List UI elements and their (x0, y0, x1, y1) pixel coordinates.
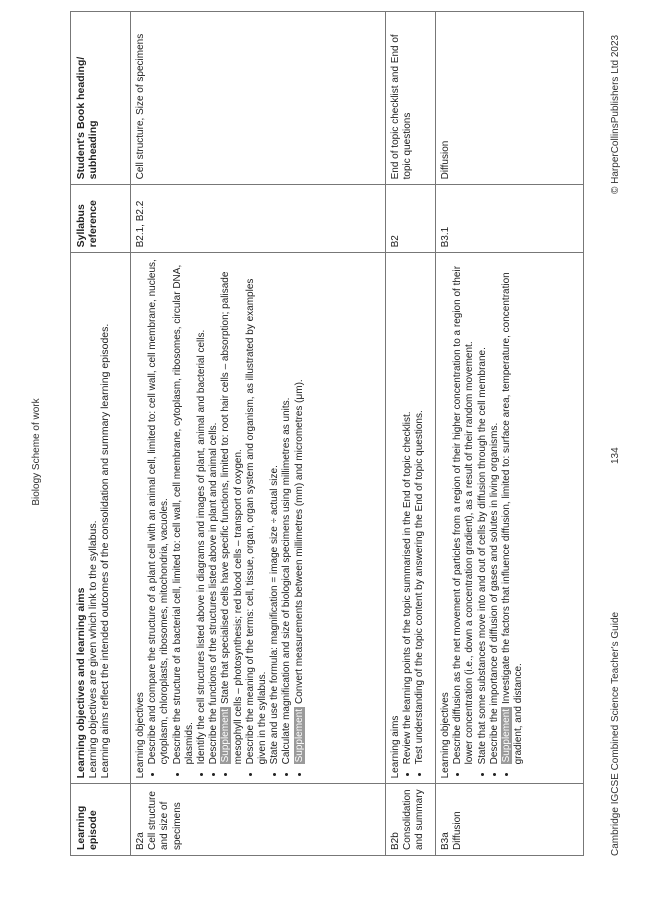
list-item (501, 258, 525, 764)
item-text: Calculate magnification and size of biological specimens using millimetres as units. (281, 397, 293, 765)
list-item (477, 258, 489, 764)
page-header-title: Biology Scheme of work (31, 398, 42, 506)
list-item (208, 258, 220, 764)
col-header-book: Student's Book heading/ subheading (71, 12, 131, 185)
table-row (131, 12, 386, 856)
item-text: Describe the functions of the structures listed above in plant and animal cells. (208, 422, 220, 765)
item-text: State and use the formula: magnification = image size ÷ actual size. (269, 465, 281, 765)
item-text: Describe the importance of diffusion of gases and solutes in living organisms. (488, 422, 500, 765)
footer-copyright: © HarperCollinsPublishers Ltd 2023 (610, 34, 621, 194)
item-text: Describe and compare the structure of a plant cell with an animal cell, limited to: cell wall, cell membrane, nucleus, cytoplasm, chloroplasts, ribosomes, mitochondria, vacuoles. (147, 259, 171, 765)
objectives-list (147, 258, 306, 778)
item-text: Investigate the factors that influence diffusion, limited to: surface area, temperature, concentration gradient, and distance. (501, 272, 525, 765)
book-cell: End of topic checklist and End of topic questions (386, 12, 436, 185)
section-label: Learning aims (390, 715, 401, 779)
list-item (452, 258, 476, 764)
item-text: Test understanding of the topic content by answering the End of topic questions. (414, 410, 426, 765)
item-text: Identify the cell structures listed above in diagrams and images of plant, animal and bacterial cells. (196, 329, 208, 765)
col-header-objectives (71, 253, 131, 784)
syllabus-cell: B2.1, B2.2 (131, 185, 386, 253)
list-item (220, 258, 244, 764)
item-text: Describe the structure of a bacterial cell, limited to: cell wall, cell membrane, cytoplasm, ribosomes, circular DNA, plasmids. (171, 264, 195, 765)
table-row (436, 12, 584, 856)
episode-name: Consolidation and summary (402, 789, 426, 850)
episode-cell (436, 784, 584, 856)
item-text: State that some substances move into and out of cells by diffusion through the cell membrane. (476, 347, 488, 765)
footer-page-number: 134 (610, 447, 621, 464)
list-item (489, 258, 501, 764)
episode-name: Cell structure and size of specimens (147, 791, 183, 850)
episode-code: B2b (390, 832, 401, 850)
list-item (172, 258, 196, 764)
list-item (196, 258, 208, 764)
table-header-row (71, 12, 131, 856)
item-text: Describe diffusion as the net movement of particles from a region of their higher concentration to a region of their lower concentration (i.e., down a concentration gradient), as a result of their random movement. (452, 265, 476, 765)
list-item (414, 258, 426, 764)
book-cell: Diffusion (436, 12, 584, 185)
footer-left: Cambridge IGCSE Combined Science Teacher's Guide (610, 611, 621, 856)
objectives-list (452, 258, 525, 778)
syllabus-cell: B2 (386, 185, 436, 253)
objectives-header-sub1: Learning objectives are given which link to the syllabus. (87, 520, 100, 779)
list-item (245, 258, 269, 764)
item-text: State that specialised cells have specific functions, limited to: root hair cells – absorption; palisade mesophyll cells – photosynthesis; red blood cells – transport of oxygen. (220, 271, 244, 765)
section-label: Learning objectives (135, 692, 146, 779)
episode-cell (386, 784, 436, 856)
table-row (386, 12, 436, 856)
supplement-badge: Supplement (220, 709, 232, 763)
supplement-badge: Supplement (293, 709, 305, 763)
episode-code: B3a (440, 832, 451, 850)
section-label: Learning objectives (440, 692, 451, 779)
aims-list (402, 258, 426, 778)
supplement-badge: Supplement (501, 709, 513, 763)
list-item (147, 258, 171, 764)
objectives-header-sub2: Learning aims reflect the intended outcomes of the consolidation and summary learning episodes. (99, 323, 112, 779)
objectives-header-title: Learning objectives and learning aims (75, 587, 87, 779)
episode-cell (131, 784, 386, 856)
objectives-cell (131, 253, 386, 784)
col-header-episode: Learning episode (71, 784, 131, 856)
list-item (269, 258, 281, 764)
syllabus-cell: B3.1 (436, 185, 584, 253)
list-item (294, 258, 306, 764)
list-item (281, 258, 293, 764)
item-text: Describe the meaning of the terms: cell, tissue, organ, organ system and organism, as illustrated by examples given in the syllabus. (244, 278, 269, 765)
col-header-syllabus: Syllabus reference (71, 185, 131, 253)
objectives-cell (436, 253, 584, 784)
list-item (402, 258, 414, 764)
episode-name: Diffusion (452, 811, 464, 850)
item-text: Convert measurements between millimetres (mm) and micrometres (μm). (293, 379, 305, 705)
scheme-of-work-table (70, 11, 584, 856)
episode-code: B2a (135, 832, 146, 850)
book-cell: Cell structure, Size of specimens (131, 12, 386, 185)
objectives-cell (386, 253, 436, 784)
item-text: Review the learning points of the topic summarised in the End of topic checklist. (402, 411, 414, 765)
